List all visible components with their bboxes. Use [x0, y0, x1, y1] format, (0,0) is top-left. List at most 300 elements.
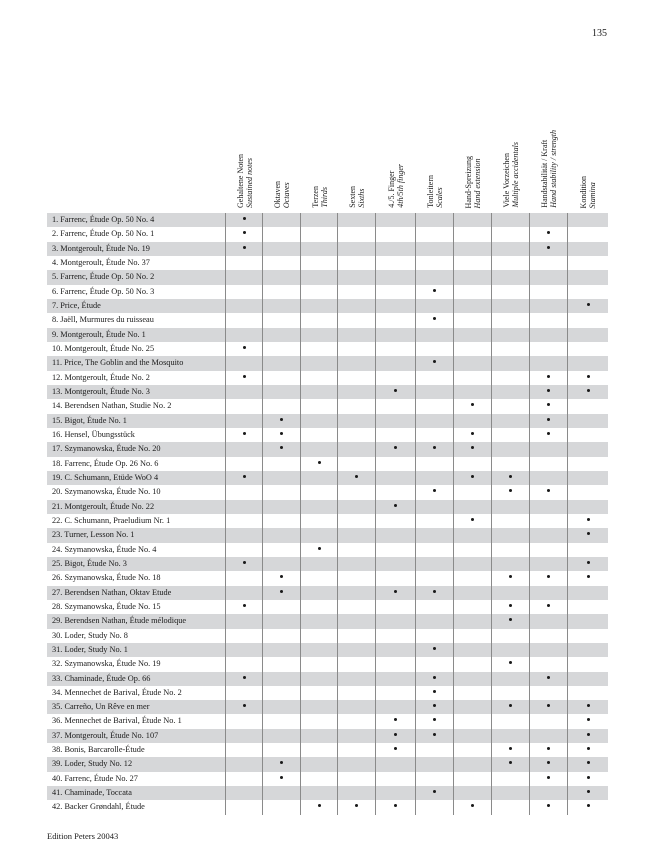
mark-cell: [263, 399, 301, 413]
mark-cell: [376, 672, 416, 686]
piece-name: 16. Hensel, Übungsstück: [47, 428, 226, 442]
mark-cell: [530, 299, 568, 313]
mark-cell: [416, 500, 454, 514]
mark-cell: [492, 227, 530, 241]
piece-name: 30. Loder, Study No. 8: [47, 629, 226, 643]
mark-cell: [530, 586, 568, 600]
column-header-german: Handstabilität / Kraft: [540, 140, 549, 208]
mark-cell: [492, 256, 530, 270]
mark-cell: [263, 714, 301, 728]
mark-cell: [301, 786, 338, 800]
mark-cell: [454, 385, 492, 399]
table-row: [47, 313, 608, 327]
mark-cell: [568, 629, 608, 643]
mark-cell: [492, 242, 530, 256]
mark-cell: [301, 629, 338, 643]
bullet-mark-icon: [547, 375, 550, 378]
mark-cell: [263, 528, 301, 542]
mark-cell: [454, 514, 492, 528]
piece-name: 28. Szymanowska, Étude No. 15: [47, 600, 226, 614]
bullet-mark-icon: [433, 704, 436, 707]
column-header: [530, 95, 568, 208]
mark-cell: [226, 500, 263, 514]
bullet-mark-icon: [243, 217, 246, 220]
mark-cell: [454, 270, 492, 284]
piece-name: 36. Mennechet de Barival, Étude No. 1: [47, 714, 226, 728]
mark-cell: [263, 457, 301, 471]
mark-cell: [338, 600, 376, 614]
mark-cell: [416, 543, 454, 557]
mark-cell: [338, 757, 376, 771]
mark-cell: [226, 342, 263, 356]
mark-cell: [338, 299, 376, 313]
mark-cell: [454, 657, 492, 671]
mark-cell: [454, 356, 492, 370]
mark-cell: [454, 686, 492, 700]
mark-cell: [568, 299, 608, 313]
piece-name: 37. Montgeroult, Étude No. 107: [47, 729, 226, 743]
mark-cell: [568, 571, 608, 585]
mark-cell: [263, 786, 301, 800]
mark-cell: [301, 772, 338, 786]
mark-cell: [376, 772, 416, 786]
mark-cell: [226, 227, 263, 241]
bullet-mark-icon: [394, 590, 397, 593]
mark-cell: [454, 213, 492, 227]
table-row: [47, 772, 608, 786]
mark-cell: [301, 342, 338, 356]
mark-cell: [263, 428, 301, 442]
mark-cell: [226, 600, 263, 614]
mark-cell: [338, 313, 376, 327]
table-row: [47, 672, 608, 686]
mark-cell: [301, 270, 338, 284]
bullet-mark-icon: [509, 604, 512, 607]
mark-cell: [301, 371, 338, 385]
mark-cell: [454, 614, 492, 628]
mark-cell: [454, 285, 492, 299]
mark-cell: [530, 672, 568, 686]
column-header-text: [540, 130, 558, 208]
mark-cell: [376, 414, 416, 428]
mark-cell: [530, 471, 568, 485]
mark-cell: [530, 686, 568, 700]
mark-cell: [454, 714, 492, 728]
mark-cell: [301, 643, 338, 657]
mark-cell: [530, 242, 568, 256]
bullet-mark-icon: [547, 704, 550, 707]
bullet-mark-icon: [471, 804, 474, 807]
bullet-mark-icon: [433, 690, 436, 693]
piece-name: 33. Chaminade, Étude Op. 66: [47, 672, 226, 686]
mark-cell: [226, 729, 263, 743]
mark-cell: [416, 242, 454, 256]
mark-cell: [492, 614, 530, 628]
table-row: [47, 299, 608, 313]
mark-cell: [492, 643, 530, 657]
mark-cell: [492, 313, 530, 327]
mark-cell: [530, 757, 568, 771]
mark-cell: [568, 700, 608, 714]
mark-cell: [338, 428, 376, 442]
mark-cell: [492, 672, 530, 686]
mark-cell: [301, 571, 338, 585]
column-header-text: [426, 175, 444, 208]
mark-cell: [376, 471, 416, 485]
column-header: [568, 95, 608, 208]
mark-cell: [338, 528, 376, 542]
mark-cell: [416, 313, 454, 327]
mark-cell: [568, 371, 608, 385]
mark-cell: [454, 399, 492, 413]
mark-cell: [530, 227, 568, 241]
bullet-mark-icon: [547, 432, 550, 435]
mark-cell: [301, 757, 338, 771]
mark-cell: [226, 313, 263, 327]
mark-cell: [263, 500, 301, 514]
table-row: [47, 586, 608, 600]
bullet-mark-icon: [243, 475, 246, 478]
piece-name: 14. Berendsen Nathan, Studie No. 2: [47, 399, 226, 413]
mark-cell: [338, 227, 376, 241]
table-row: [47, 743, 608, 757]
mark-cell: [301, 256, 338, 270]
column-header: [301, 95, 338, 208]
mark-cell: [530, 772, 568, 786]
mark-cell: [226, 299, 263, 313]
bullet-mark-icon: [433, 718, 436, 721]
bullet-mark-icon: [280, 776, 283, 779]
table-row: [47, 213, 608, 227]
mark-cell: [416, 729, 454, 743]
column-header-german: 4./5. Finger: [387, 170, 396, 208]
bullet-mark-icon: [243, 375, 246, 378]
mark-cell: [263, 285, 301, 299]
mark-cell: [416, 414, 454, 428]
mark-cell: [338, 714, 376, 728]
table-row: [47, 457, 608, 471]
mark-cell: [530, 557, 568, 571]
mark-cell: [568, 399, 608, 413]
mark-cell: [263, 586, 301, 600]
bullet-mark-icon: [587, 704, 590, 707]
mark-cell: [416, 385, 454, 399]
mark-cell: [454, 757, 492, 771]
mark-cell: [338, 657, 376, 671]
mark-cell: [568, 442, 608, 456]
mark-cell: [376, 442, 416, 456]
bullet-mark-icon: [587, 389, 590, 392]
mark-cell: [568, 514, 608, 528]
bullet-mark-icon: [587, 747, 590, 750]
mark-cell: [416, 213, 454, 227]
bullet-mark-icon: [547, 604, 550, 607]
mark-cell: [454, 299, 492, 313]
bullet-mark-icon: [318, 461, 321, 464]
mark-cell: [338, 285, 376, 299]
bullet-mark-icon: [394, 804, 397, 807]
mark-cell: [416, 629, 454, 643]
bullet-mark-icon: [394, 733, 397, 736]
piece-name: 18. Farrenc, Étude Op. 26 No. 6: [47, 457, 226, 471]
mark-cell: [263, 757, 301, 771]
mark-cell: [376, 428, 416, 442]
mark-cell: [226, 471, 263, 485]
column-header-german: Kondition: [579, 175, 588, 208]
mark-cell: [376, 557, 416, 571]
mark-cell: [492, 586, 530, 600]
mark-cell: [338, 700, 376, 714]
mark-cell: [226, 270, 263, 284]
bullet-mark-icon: [243, 346, 246, 349]
mark-cell: [376, 371, 416, 385]
mark-cell: [301, 528, 338, 542]
mark-cell: [226, 457, 263, 471]
column-header-english: Hand stability / strength: [549, 130, 558, 208]
table-row: [47, 328, 608, 342]
bullet-mark-icon: [587, 561, 590, 564]
mark-cell: [263, 328, 301, 342]
mark-cell: [568, 600, 608, 614]
mark-cell: [263, 242, 301, 256]
mark-cell: [263, 471, 301, 485]
mark-cell: [263, 227, 301, 241]
piece-name: 7. Price, Étude: [47, 299, 226, 313]
piece-name: 8. Jaëll, Murmures du ruisseau: [47, 313, 226, 327]
mark-cell: [454, 242, 492, 256]
mark-cell: [568, 356, 608, 370]
mark-cell: [492, 457, 530, 471]
mark-cell: [568, 786, 608, 800]
mark-cell: [568, 743, 608, 757]
piece-name: 27. Berendsen Nathan, Oktav Etude: [47, 586, 226, 600]
column-header-english: 4th/5th finger: [396, 164, 405, 208]
mark-cell: [263, 657, 301, 671]
mark-cell: [454, 672, 492, 686]
bullet-mark-icon: [509, 575, 512, 578]
mark-cell: [492, 786, 530, 800]
piece-name: 3. Montgeroult, Étude No. 19: [47, 242, 226, 256]
mark-cell: [338, 371, 376, 385]
mark-cell: [226, 371, 263, 385]
column-header: [416, 95, 454, 208]
mark-cell: [454, 227, 492, 241]
mark-cell: [376, 227, 416, 241]
mark-cell: [416, 328, 454, 342]
mark-cell: [338, 672, 376, 686]
bullet-mark-icon: [471, 432, 474, 435]
mark-cell: [454, 457, 492, 471]
mark-cell: [530, 457, 568, 471]
mark-cell: [338, 328, 376, 342]
mark-cell: [530, 213, 568, 227]
mark-cell: [301, 514, 338, 528]
mark-cell: [376, 643, 416, 657]
mark-cell: [376, 757, 416, 771]
mark-cell: [301, 672, 338, 686]
mark-cell: [492, 757, 530, 771]
mark-cell: [338, 356, 376, 370]
bullet-mark-icon: [509, 661, 512, 664]
mark-cell: [226, 428, 263, 442]
mark-cell: [530, 714, 568, 728]
bullet-mark-icon: [547, 575, 550, 578]
mark-cell: [226, 328, 263, 342]
mark-cell: [492, 356, 530, 370]
mark-cell: [492, 543, 530, 557]
mark-cell: [226, 700, 263, 714]
mark-cell: [416, 227, 454, 241]
bullet-mark-icon: [547, 776, 550, 779]
mark-cell: [226, 557, 263, 571]
mark-cell: [376, 328, 416, 342]
table-row: [47, 643, 608, 657]
mark-cell: [568, 757, 608, 771]
mark-cell: [416, 514, 454, 528]
mark-cell: [301, 800, 338, 814]
mark-cell: [568, 729, 608, 743]
mark-cell: [492, 514, 530, 528]
column-header-text: [464, 156, 482, 208]
mark-cell: [376, 256, 416, 270]
bullet-mark-icon: [587, 575, 590, 578]
mark-cell: [568, 557, 608, 571]
mark-cell: [376, 485, 416, 499]
piece-name: 39. Loder, Study No. 12: [47, 757, 226, 771]
mark-cell: [226, 643, 263, 657]
table-row: [47, 428, 608, 442]
mark-cell: [301, 428, 338, 442]
mark-cell: [376, 629, 416, 643]
piece-name: 2. Farrenc, Étude Op. 50 No. 1: [47, 227, 226, 241]
mark-cell: [492, 571, 530, 585]
mark-cell: [568, 242, 608, 256]
table-row: [47, 571, 608, 585]
mark-cell: [492, 299, 530, 313]
bullet-mark-icon: [394, 446, 397, 449]
mark-cell: [416, 471, 454, 485]
table-row: [47, 757, 608, 771]
mark-cell: [376, 700, 416, 714]
bullet-mark-icon: [394, 747, 397, 750]
mark-cell: [226, 686, 263, 700]
mark-cell: [568, 657, 608, 671]
piece-name: 6. Farrenc, Étude Op. 50 No. 3: [47, 285, 226, 299]
mark-cell: [263, 342, 301, 356]
bullet-mark-icon: [547, 418, 550, 421]
mark-cell: [301, 457, 338, 471]
mark-cell: [416, 700, 454, 714]
mark-cell: [226, 285, 263, 299]
bullet-mark-icon: [394, 718, 397, 721]
mark-cell: [416, 371, 454, 385]
mark-cell: [454, 786, 492, 800]
mark-cell: [454, 500, 492, 514]
mark-cell: [568, 256, 608, 270]
mark-cell: [492, 700, 530, 714]
mark-cell: [568, 385, 608, 399]
mark-cell: [263, 385, 301, 399]
mark-cell: [263, 543, 301, 557]
mark-cell: [492, 629, 530, 643]
mark-cell: [376, 342, 416, 356]
column-header-text: [311, 186, 329, 208]
bullet-mark-icon: [394, 389, 397, 392]
mark-cell: [530, 313, 568, 327]
table-row: [47, 686, 608, 700]
mark-cell: [568, 528, 608, 542]
mark-cell: [338, 557, 376, 571]
mark-cell: [338, 571, 376, 585]
mark-cell: [416, 299, 454, 313]
mark-cell: [416, 571, 454, 585]
piece-name: 40. Farrenc, Étude No. 27: [47, 772, 226, 786]
mark-cell: [568, 328, 608, 342]
bullet-mark-icon: [547, 804, 550, 807]
mark-cell: [338, 614, 376, 628]
mark-cell: [454, 471, 492, 485]
mark-cell: [568, 500, 608, 514]
bullet-mark-icon: [433, 360, 436, 363]
mark-cell: [454, 800, 492, 814]
mark-cell: [263, 270, 301, 284]
mark-cell: [263, 643, 301, 657]
mark-cell: [263, 313, 301, 327]
column-header-english: Scales: [435, 187, 444, 208]
bullet-mark-icon: [471, 403, 474, 406]
mark-cell: [416, 342, 454, 356]
piece-name: 25. Bigot, Étude No. 3: [47, 557, 226, 571]
mark-cell: [226, 543, 263, 557]
mark-cell: [263, 686, 301, 700]
mark-cell: [338, 485, 376, 499]
mark-cell: [416, 270, 454, 284]
column-header-text: [273, 181, 291, 208]
mark-cell: [376, 786, 416, 800]
mark-cell: [338, 786, 376, 800]
mark-cell: [530, 528, 568, 542]
mark-cell: [454, 700, 492, 714]
mark-cell: [530, 657, 568, 671]
mark-cell: [301, 600, 338, 614]
bullet-mark-icon: [243, 604, 246, 607]
mark-cell: [226, 714, 263, 728]
mark-cell: [338, 270, 376, 284]
mark-cell: [301, 543, 338, 557]
mark-cell: [226, 414, 263, 428]
mark-cell: [530, 485, 568, 499]
column-header-english: Thirds: [319, 187, 329, 208]
column-header-text: [502, 142, 520, 208]
mark-cell: [454, 629, 492, 643]
mark-cell: [454, 328, 492, 342]
mark-cell: [226, 786, 263, 800]
bullet-mark-icon: [243, 432, 246, 435]
mark-cell: [338, 457, 376, 471]
mark-cell: [376, 399, 416, 413]
table-row: [47, 385, 608, 399]
mark-cell: [492, 772, 530, 786]
mark-cell: [416, 800, 454, 814]
mark-cell: [301, 299, 338, 313]
etude-technique-table: [47, 213, 608, 815]
mark-cell: [301, 500, 338, 514]
piece-name: 26. Szymanowska, Étude No. 18: [47, 571, 226, 585]
column-header-german: Terzen: [310, 186, 320, 208]
bullet-mark-icon: [587, 303, 590, 306]
mark-cell: [416, 743, 454, 757]
mark-cell: [492, 557, 530, 571]
